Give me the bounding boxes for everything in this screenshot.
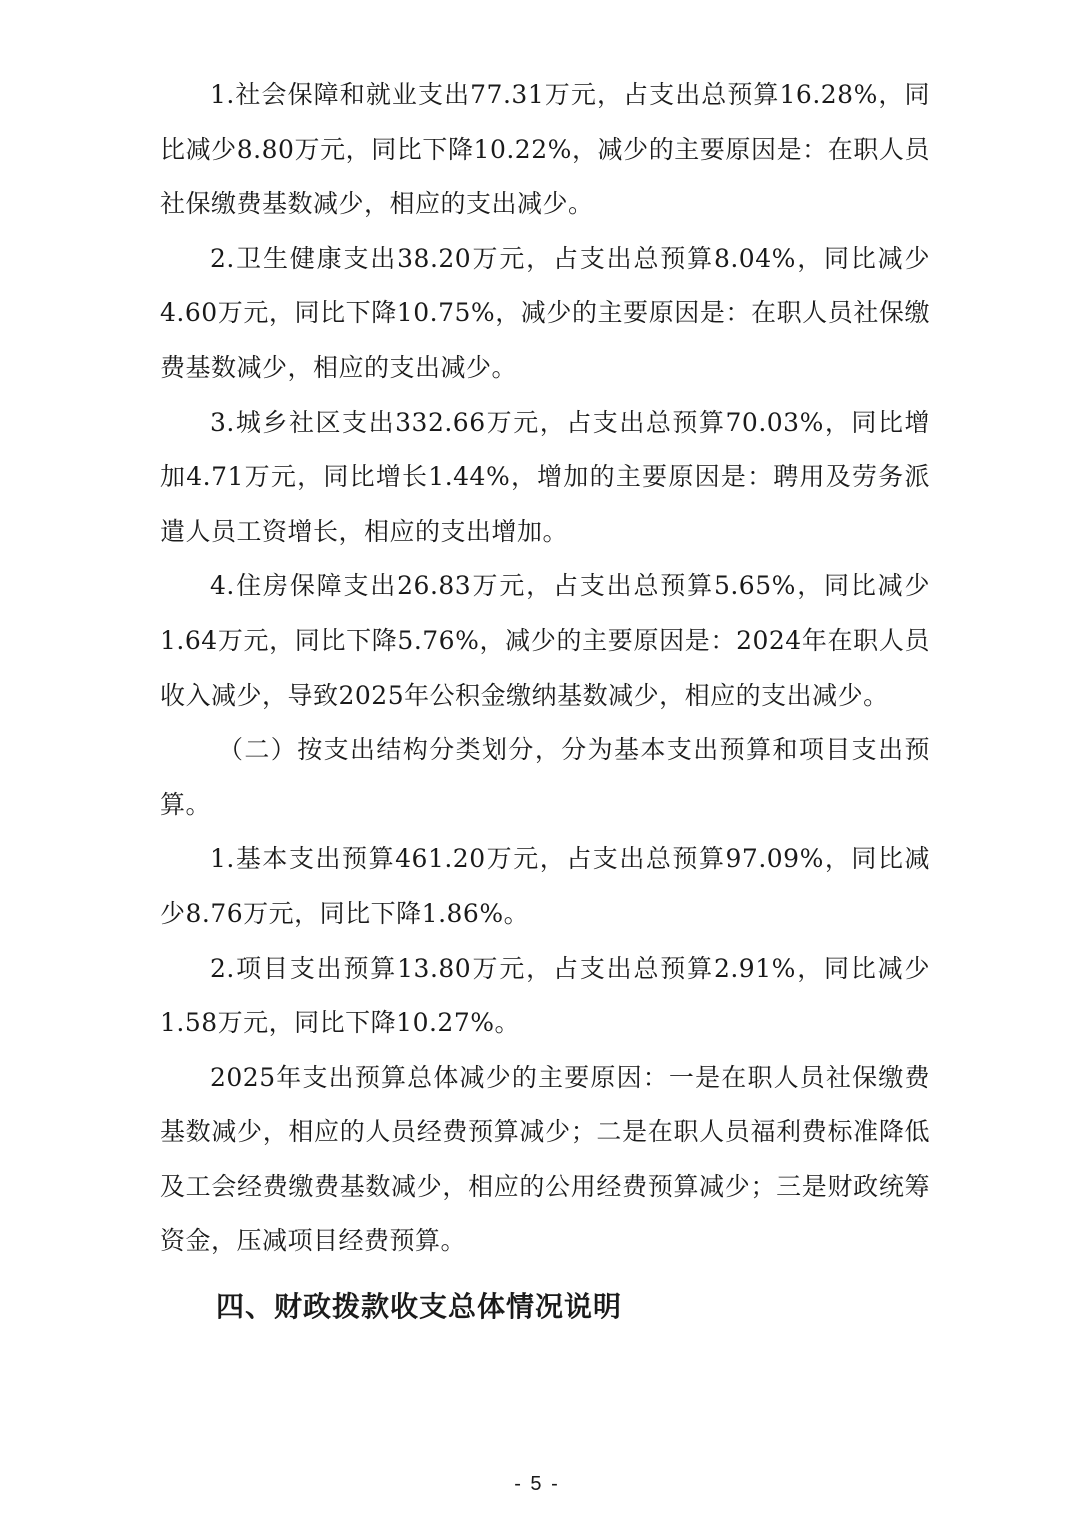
body-text [160,68,930,1269]
section-heading: 四、财政拨款收支总体情况说明 [216,1290,623,1323]
paragraph-basic-expenditure: 1.基本支出预算461.20万元，占支出总预算97.09%，同比减少8.76万元，同比下降1.86%。 [160,844,930,928]
paragraph-housing: 4.住房保障支出26.83万元，占支出总预算5.65%，同比减少1.64万元，同比下降5.76%，减少的主要原因是：2024年在职人员收入减少，导致2025年公积金缴纳基数减少，相应的支出减少。 [160,571,930,710]
paragraph-project-expenditure: 2.项目支出预算13.80万元，占支出总预算2.91%，同比减少1.58万元，同比下降10.27%。 [160,953,930,1038]
paragraph-urban-rural: 3.城乡社区支出332.66万元，占支出总预算70.03%，同比增加4.71万元，同比增长1.44%，增加的主要原因是：聘用及劳务派遣人员工资增长，相应的支出增加。 [160,407,930,546]
paragraph-overall-reasons: 2025年支出预算总体减少的主要原因：一是在职人员社保缴费基数减少，相应的人员经费预算减少；二是在职人员福利费标准降低及工会经费缴费基数减少，相应的公用经费预算减少；三是财政统筹资金，压减项目经费预算。 [160,1062,930,1256]
paragraph-social-security: 1.社会保障和就业支出77.31万元，占支出总预算16.28%，同比减少8.80万元，同比下降10.22%，减少的主要原因是：在职人员社保缴费基数减少，相应的支出减少。 [160,80,930,219]
paragraph-structure-classification: （二）按支出结构分类划分，分为基本支出预算和项目支出预算。 [160,735,930,819]
paragraph-health: 2.卫生健康支出38.20万元，占支出总预算8.04%，同比减少4.60万元，同比下降10.75%，减少的主要原因是：在职人员社保缴费基数减少，相应的支出减少。 [160,243,930,382]
page-number: - 5 - [514,1473,560,1495]
